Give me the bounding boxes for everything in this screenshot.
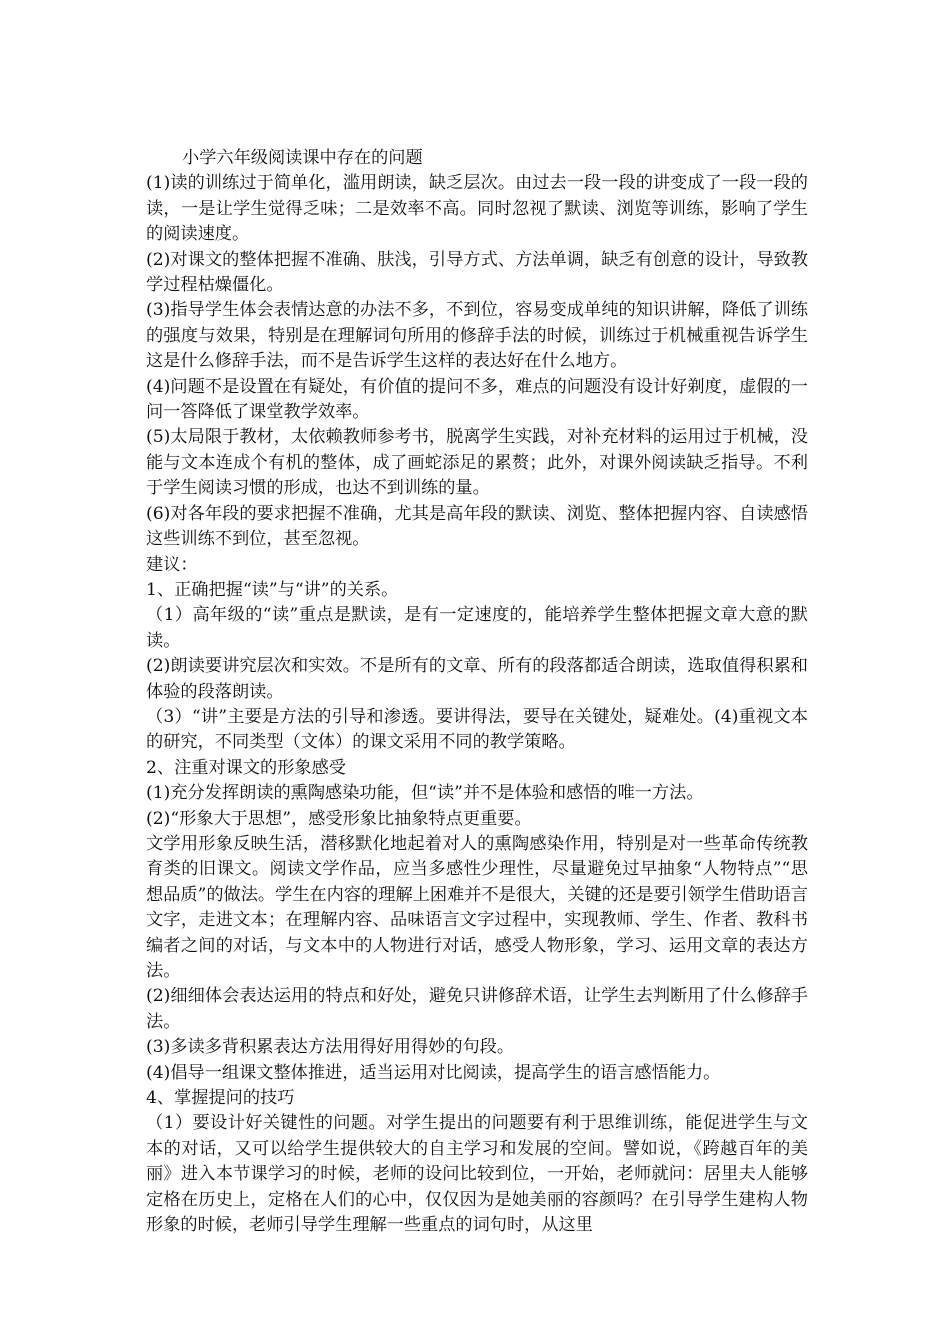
section-heading-4: 4、掌握提问的技巧: [146, 1088, 295, 1109]
paragraph-problem-4: (4)问题不是设置在有疑处，有价值的提问不多，难点的问题没有设计好剃度，虚假的一问一答降低了课堂教学效率。: [146, 376, 808, 423]
suggestions-heading: 建议：: [146, 554, 198, 575]
paragraph-problem-2: (2)对课文的整体把握不准确、肤浅，引导方式、方法单调，缺乏有创意的设计，导致教学过程枯燥僵化。: [146, 249, 808, 296]
document-body: [146, 146, 808, 1238]
paragraph-2-3: (2)细细体会表达运用的特点和好处，避免只讲修辞术语，让学生去判断用了什么修辞手法。: [146, 986, 808, 1032]
paragraph-1-3: （3）“讲”主要是方法的引导和渗透。要讲得法，要导在关键处，疑难处。(4)重视文本的研究，不同类型（文体）的课文采用不同的教学策略。: [146, 706, 808, 753]
paragraph-1-1: （1）高年级的“读”重点是默读，是有一定速度的，能培养学生整体把握文章大意的默读。: [146, 605, 808, 651]
paragraph-problem-6: (6)对各年段的要求把握不准确，尤其是高年段的默读、浏览、整体把握内容、自读感悟这些训练不到位，甚至忽视。: [146, 503, 808, 550]
paragraph-2-1: (1)充分发挥朗读的熏陶感染功能，但“读”并不是体验和感悟的唯一方法。: [146, 783, 704, 804]
paragraph-2-body: 文学用形象反映生活，潜移默化地起着对人的熏陶感染作用，特别是对一些革命传统教育类的旧课文。阅读文学作品，应当多感性少理性，尽量避免过早抽象“人物特点”“思想品质”的做法。学生在内容的理解上困难并不是很大，关键的还是要引领学生借助语言文字，走进文本；在理解内容、品味语言文字过程中，实现教师、学生、作者、教科书编者之间的对话，与文本中的人物进行对话，感受人物形象，学习、运用文章的表达方法。: [146, 833, 808, 981]
document-title: 小学六年级阅读课中存在的问题: [182, 148, 423, 168]
paragraph-problem-3: (3)指导学生体会表情达意的办法不多，不到位，容易变成单纯的知识讲解，降低了训练的强度与效果，特别是在理解词句所用的修辞手法的时候，训练过于机械重视告诉学生这是什么修辞手法，而不是告诉学生这样的表达好在什么地方。: [146, 300, 808, 372]
paragraph-2-5: (4)倡导一组课文整体推进，适当运用对比阅读，提高学生的语言感悟能力。: [146, 1062, 721, 1083]
paragraph-1-2: (2)朗读要讲究层次和实效。不是所有的文章、所有的段落都适合朗读，选取值得积累和体验的段落朗读。: [146, 656, 808, 702]
paragraph-2-2: (2)“形象大于思想”，感受形象比抽象特点更重要。: [146, 808, 532, 829]
paragraph-4-1: （1）要设计好关键性的问题。对学生提出的问题要有利于思维训练，能促进学生与文本的对话，又可以给学生提供较大的自主学习和发展的空间。譬如说，《跨越百年的美丽》进入本节课学习的时候，老师的设问比较到位，一开始，老师就问：居里夫人能够定格在历史上，定格在人们的心中，仅仅因为是她美丽的容颜吗？在引导学生建构人物形象的时候，老师引导学生理解一些重点的词句时，从这里: [146, 1113, 808, 1236]
paragraph-problem-5: (5)太局限于教材，太依赖教师参考书，脱离学生实践，对补充材料的运用过于机械，没能与文本连成个有机的整体，成了画蛇添足的累赘；此外，对课外阅读缺乏指导。不利于学生阅读习惯的形成，也达不到训练的量。: [146, 427, 808, 499]
paragraph-2-4: (3)多读多背积累表达方法用得好用得妙的句段。: [146, 1037, 515, 1058]
paragraph-problem-1: (1)读的训练过于简单化，滥用朗读，缺乏层次。由过去一段一段的讲变成了一段一段的读，一是让学生觉得乏味；二是效率不高。同时忽视了默读、浏览等训练，影响了学生的阅读速度。: [146, 173, 808, 245]
section-heading-1: 1、正确把握“读”与“讲”的关系。: [146, 579, 399, 600]
section-heading-2: 2、注重对课文的形象感受: [146, 757, 346, 778]
